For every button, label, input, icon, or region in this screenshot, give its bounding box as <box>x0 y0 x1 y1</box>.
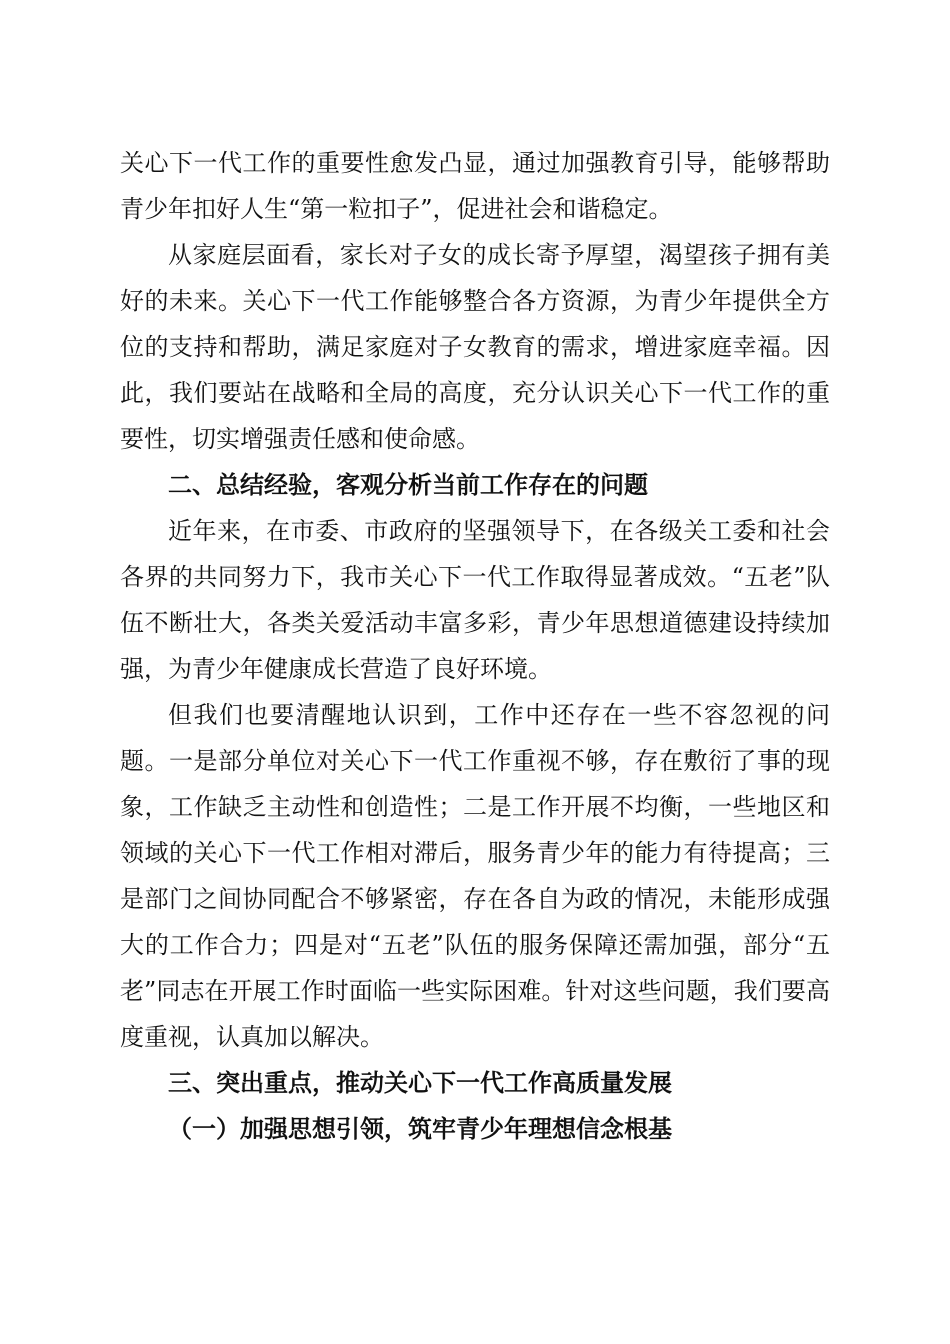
section-heading-2: 二、总结经验，客观分析当前工作存在的问题 <box>168 471 648 499</box>
section-heading-3: 三、突出重点，推动关心下一代工作高质量发展 <box>168 1069 672 1097</box>
subsection-heading-1: （一）加强思想引领，筑牢青少年理想信念根基 <box>168 1114 672 1143</box>
body-paragraph-family: 从家庭层面看，家长对子女的成长寄予厚望，渴望孩子拥有美好的未来。关心下一代工作能够整合各方资源，为青少年提供全方位的支持和帮助，满足家庭对子女教育的需求，增进家庭幸福。因此，我们要站在战略和全局的高度，充分认识关心下一代工作的重要性，切实增强责任感和使命感。 <box>120 241 830 453</box>
document-body <box>120 140 830 1152</box>
body-paragraph-continuation: 关心下一代工作的重要性愈发凸显，通过加强教育引导，能够帮助青少年扣好人生“第一粒扣子”，促进社会和谐稳定。 <box>120 149 830 223</box>
body-paragraph-problems: 但我们也要清醒地认识到，工作中还存在一些不容忽视的问题。一是部分单位对关心下一代工作重视不够，存在敷衍了事的现象，工作缺乏主动性和创造性；二是工作开展不均衡，一些地区和领域的关心下一代工作相对滞后，服务青少年的能力有待提高；三是部门之间协同配合不够紧密，存在各自为政的情况，未能形成强大的工作合力；四是对“五老”队伍的服务保障还需加强，部分“五老”同志在开展工作时面临一些实际困难。针对这些问题，我们要高度重视，认真加以解决。 <box>120 701 830 1051</box>
body-paragraph-achievements: 近年来，在市委、市政府的坚强领导下，在各级关工委和社会各界的共同努力下，我市关心下一代工作取得显著成效。“五老”队伍不断壮大，各类关爱活动丰富多彩，青少年思想道德建设持续加强，为青少年健康成长营造了良好环境。 <box>120 517 830 683</box>
